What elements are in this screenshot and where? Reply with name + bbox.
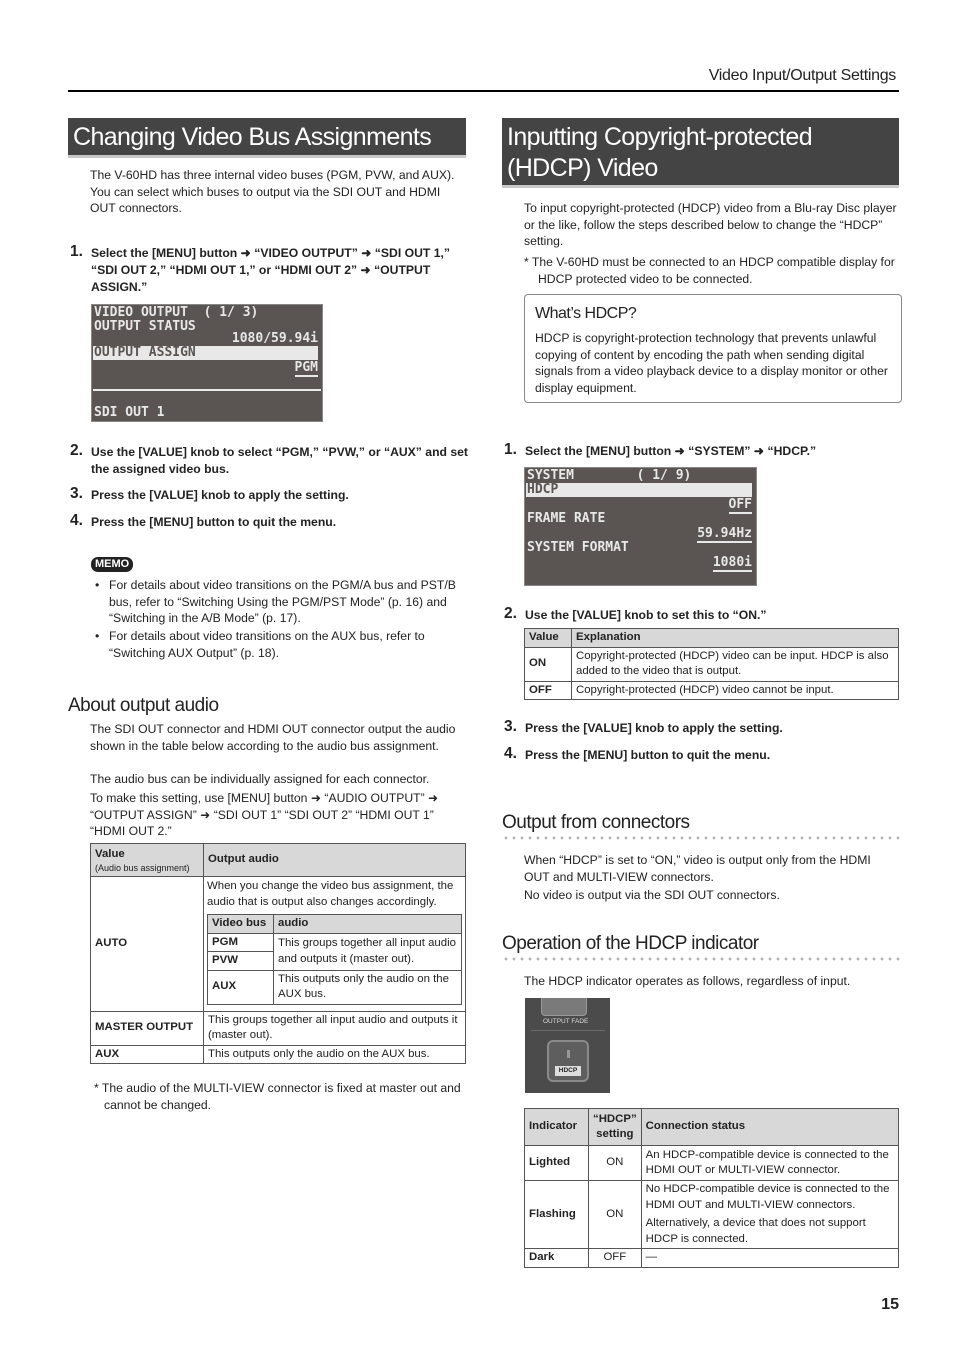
indicator-led [567,1050,570,1058]
panel-label: OUTPUT FADE [543,1018,589,1025]
left-step-3 [70,485,471,504]
dotted-rule [502,957,900,961]
lcd-line: 1080/59.94i [231,331,318,346]
audio-heading: About output audio [68,695,219,716]
indicator-p: The HDCP indicator operates as follows, regardless of input. [524,974,851,988]
inner-table [207,914,462,1005]
right-intro: To input copyright-protected (HDCP) video from a Blu-ray Disc player or the like, follow the steps described below to change the “HDCP” setting. [524,201,897,249]
step-number: 1. [70,243,83,260]
row-dark-setting: OFF [589,1249,642,1268]
step-text: Select the [MENU] button ➜ “SYSTEM” ➜ “HDCP.” [525,444,817,458]
inner-header: audio [274,915,462,934]
output-p2: No video is output via the SDI OUT connectors. [524,888,780,902]
col-header-value: Value (Audio bus assignment) [91,844,204,877]
audio-p1: The SDI OUT connector and HDMI OUT connector output the audio shown in the table below according to the audio bus assignment. [90,722,456,753]
section-title: Video Input/Output Settings [708,67,896,84]
audio-table [90,843,466,1064]
row-off-label: OFF [525,681,572,700]
left-title: Changing Video Bus Assignments [68,118,466,158]
left-intro: The V-60HD has three internal video buses (PGM, PVW, and AUX). You can select which buses to output via the SDI OUT and HDMI OUT connectors. [90,168,455,216]
col-header-explanation: Explanation [572,629,899,648]
lcd-system [524,467,757,586]
step-text: Press the [VALUE] knob to apply the setting. [525,721,783,735]
step-number: 3. [504,718,517,735]
row-on-desc: Copyright-protected (HDCP) video can be input. HDCP is also added to the video that is output. [572,647,899,681]
lcd-value: OFF [728,497,752,512]
lcd-value: 59.94Hz [697,526,752,541]
panel-divider [531,1030,605,1031]
col-header-indicator: Indicator [525,1109,589,1146]
row-lighted-status: An HDCP-compatible device is connected to the HDMI OUT or MULTI-VIEW connector. [641,1146,898,1181]
inner-pgm: PGM [208,933,274,952]
row-flashing-setting: ON [589,1181,642,1249]
left-footnote: * The audio of the MULTI-VIEW connector is fixed at master out and cannot be changed. [94,1081,461,1112]
memo-bullet: • For details about video transitions on the AUX bus, refer to “Switching AUX Output” (p. 18). [109,628,469,661]
status-text: Alternatively, a device that does not support HDCP is connected. [645,1217,866,1245]
hdcp-indicator-button [547,1040,589,1082]
step-text: Press the [MENU] button to quit the menu. [91,515,337,529]
lcd-line-highlight: OUTPUT ASSIGN [93,346,318,360]
row-lighted-label: Lighted [525,1146,589,1181]
output-p1: When “HDCP” is set to “ON,” video is output only from the HDMI OUT and MULTI-VIEW connectors. [524,853,871,884]
right-step-3 [504,718,900,737]
step-text: Press the [MENU] button to quit the menu. [525,748,771,762]
auto-desc-text: When you change the video bus assignment, the audio that is output also changes accordingly. [207,880,454,908]
row-dark-status: — [641,1249,898,1268]
inner-pvw: PVW [208,952,274,971]
row-off-desc: Copyright-protected (HDCP) video cannot be input. [572,681,899,700]
output-fade-button [541,998,587,1016]
step-text: Select the [MENU] button ➜ “VIDEO OUTPUT” ➜ “SDI OUT 1,” “SDI OUT 2,” “HDMI OUT 1,” or “HDMI OUT 2” ➜ “OUTPUT ASSIGN.” [91,246,450,294]
right-note: * The V-60HD must be connected to an HDCP compatible display for HDCP protected video to be connected. [524,255,895,286]
memo-bullet: • For details about video transitions on the PGM/A bus and PST/B bus, refer to “Switching Using the PGM/PST Mode” (p. 16) and “Switching in the A/B Mode” (p. 17). [109,577,469,627]
lcd-line: OUTPUT STATUS [94,319,196,334]
left-step-4 [70,512,471,531]
memo-badge: MEMO [91,557,133,572]
row-aux-desc: This outputs only the audio on the AUX bus. [204,1045,466,1064]
step-text: Press the [VALUE] knob to apply the setting. [91,488,349,502]
lcd-line: SDI OUT 1 [94,405,165,420]
row-auto-label: AUTO [91,877,204,1012]
lcd-value: PGM [294,360,318,375]
step-number: 2. [504,605,517,622]
lcd-line: FRAME RATE [527,511,606,526]
inner-header: Video bus [208,915,274,934]
lcd-line: VIDEO OUTPUT ( 1/ 3) [94,305,259,320]
whats-hdcp-title: What’s HDCP? [535,305,637,322]
inner-aux-desc: This outputs only the audio on the AUX bus. [274,970,462,1004]
step-text: Use the [VALUE] knob to set this to “ON.” [525,608,767,622]
hdcp-label: HDCP [555,1066,581,1076]
right-title: Inputting Copyright-protected (HDCP) Video [502,118,899,188]
step-number: 2. [70,442,83,459]
lcd-line: SYSTEM ( 1/ 9) [527,468,692,483]
inner-aux: AUX [208,970,274,1004]
row-dark-label: Dark [525,1249,589,1268]
step-number: 3. [70,485,83,502]
whats-hdcp-box [524,294,902,403]
row-flashing-label: Flashing [525,1181,589,1249]
row-auto-desc [204,877,466,1012]
inner-pgm-desc: This groups together all input audio and outputs it (master out). [274,933,462,970]
audio-p3: To make this setting, use [MENU] button ➜ “AUDIO OUTPUT” ➜ “OUTPUT ASSIGN” ➜ “SDI OUT 1” “SDI OUT 2” “HDMI OUT 1” “HDMI OUT 2.” [90,791,439,839]
lcd-line: SYSTEM FORMAT [527,540,629,555]
lcd-divider [93,389,321,391]
whats-hdcp-body: HDCP is copyright-protection technology that prevents unlawful copying of content by encoding the path when sending digital signals from a video playback device to a display monitor or other display equipment. [535,331,888,395]
lcd-video-output [91,304,323,422]
indicator-table [524,1108,899,1268]
output-heading: Output from connectors [502,812,690,833]
left-step-2 [70,442,471,478]
step-text: Use the [VALUE] knob to select “PGM,” “PVW,” or “AUX” and set the assigned video bus. [91,445,468,476]
page-number: 15 [881,1296,899,1313]
col-header-setting: “HDCP” setting [589,1109,642,1146]
col-header-status: Connection status [641,1109,898,1146]
row-flashing-status [641,1181,898,1249]
step-number: 4. [70,512,83,529]
hdcp-value-table [524,628,899,700]
status-text: No HDCP-compatible device is connected to the HDMI OUT and MULTI-VIEW connectors. [645,1183,890,1211]
step-number: 1. [504,441,517,458]
row-master-desc: This groups together all input audio and outputs it (master out). [204,1011,466,1045]
audio-p2: The audio bus can be individually assigned for each connector. [90,772,430,786]
row-on-label: ON [525,647,572,681]
col-header-value: Value [525,629,572,648]
row-master-label: MASTER OUTPUT [91,1011,204,1045]
header-rule [68,90,899,92]
dotted-rule [502,836,900,840]
indicator-heading: Operation of the HDCP indicator [502,933,759,954]
right-step-2 [504,605,900,624]
step-number: 4. [504,745,517,762]
row-aux-label: AUX [91,1045,204,1064]
lcd-line-highlight: HDCP [526,483,752,497]
right-step-1 [504,441,900,460]
hdcp-panel-image [525,998,610,1093]
lcd-value: 1080i [712,555,752,570]
left-step-1 [70,243,471,296]
row-lighted-setting: ON [589,1146,642,1181]
right-step-4 [504,745,900,764]
col-header-output: Output audio [204,844,466,877]
